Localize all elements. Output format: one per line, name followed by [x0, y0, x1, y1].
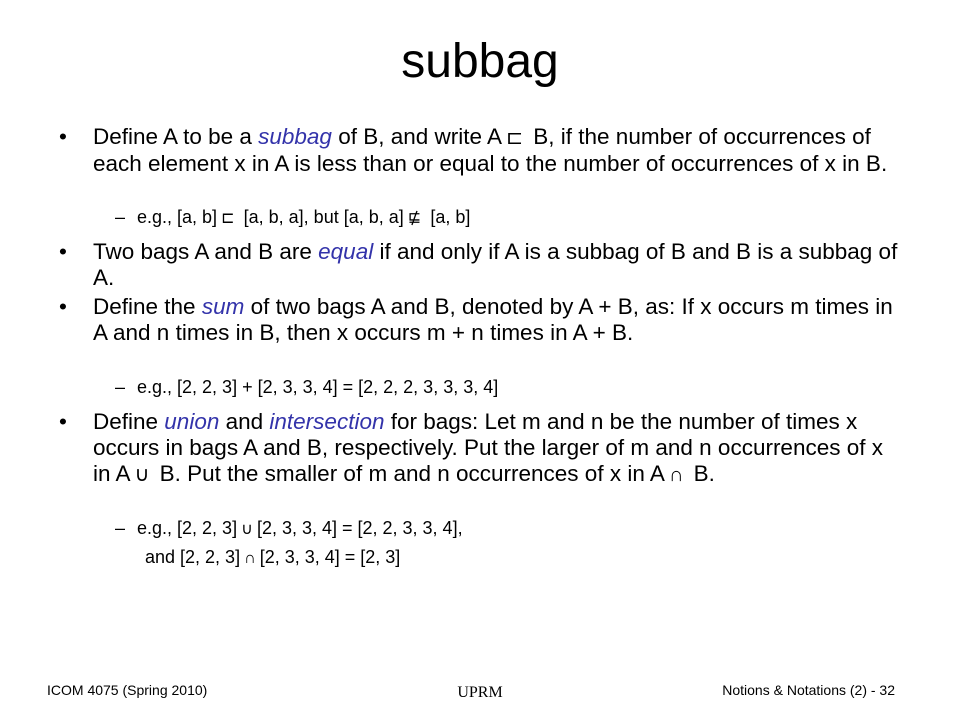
subbag-symbol: ⊏ [221, 209, 235, 227]
not-subbag-symbol: ⋢ [407, 209, 422, 227]
subbag-symbol: ⊏ [506, 127, 524, 149]
term-sum: sum [201, 294, 245, 319]
bullet-equal-definition: • Two bags A and B are equal if and only if A is a subbag of B and B is a subbag of A. [59, 239, 898, 290]
intersection-symbol: ∩ [668, 464, 684, 486]
bullet-union-intersection-definition: • Define union and intersection for bags: Let m and n be the number of times x occurs in bags A and B, respectively. Put the larger of m and n occurrences of x in A ∪ B. Put the smaller of m and n occurrences of x in A ∩ B. [59, 409, 883, 486]
example-union: – e.g., [2, 2, 3] ∪ [2, 3, 3, 4] = [2, 2, 3, 3, 4], [115, 518, 463, 538]
example-subbag: – e.g., [a, b] ⊏ [a, b, a], but [a, b, a] ⋢ [a, b] [115, 207, 471, 227]
union-symbol: ∪ [134, 464, 150, 486]
term-equal: equal [318, 239, 374, 264]
footer-course: ICOM 4075 (Spring 2010) [47, 682, 208, 698]
footer-slide-info: Notions & Notations (2) - 32 [722, 682, 895, 698]
intersection-symbol: ∩ [244, 549, 256, 567]
footer-institution: UPRM [457, 684, 503, 701]
term-subbag: subbag [258, 124, 332, 149]
slide-title: subbag [401, 35, 559, 88]
bullet-dot: • [59, 124, 67, 149]
example-intersection: and [2, 2, 3] ∩ [2, 3, 3, 4] = [2, 3] [145, 547, 401, 567]
bullet-dot: • [59, 294, 67, 319]
bullet-subbag-definition: • Define A to be a subbag of B, and write A ⊏ B, if the number of occurrences of each element x in A is less than or equal to the number of occurrences of x in B. [59, 124, 888, 176]
union-symbol: ∪ [241, 520, 253, 538]
term-union: union [164, 409, 220, 434]
term-intersection: intersection [269, 409, 385, 434]
bullet-sum-definition: • Define the sum of two bags A and B, denoted by A + B, as: If x occurs m times in A and n times in B, then x occurs m + n times in A + B. [59, 294, 893, 345]
bullet-dot: • [59, 239, 67, 264]
example-sum: – e.g., [2, 2, 3] + [2, 3, 3, 4] = [2, 2, 2, 3, 3, 3, 4] [115, 377, 499, 397]
bullet-dot: • [59, 409, 67, 434]
